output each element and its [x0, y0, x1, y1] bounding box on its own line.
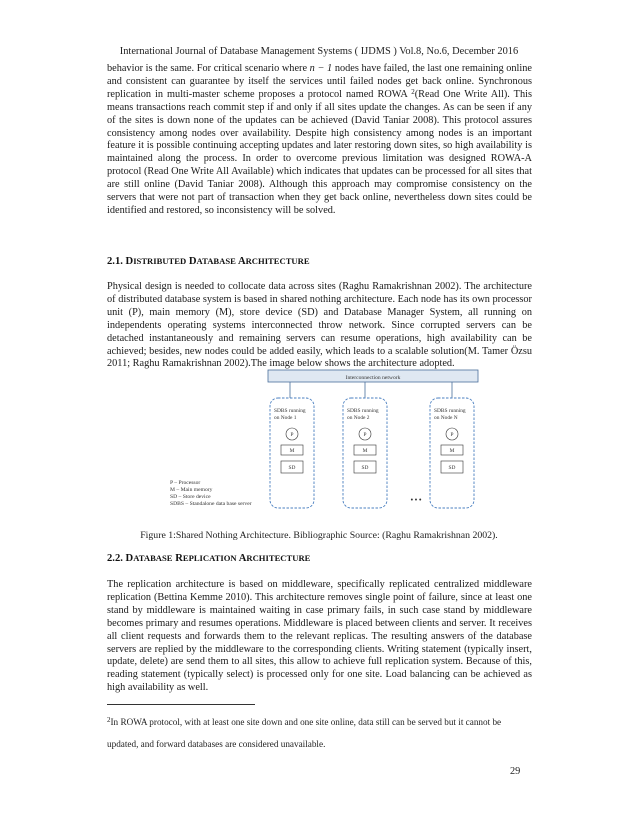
- paragraph-text: Physical design is needed to collocate data across sites (Raghu Ramakrishnan 2002). The architecture of distributed database system is based in shared nothing architecture. Each node has its own processor unit (P), main memory (M), store device (SD) and Database Manager System, all running on independents operating systems interconnected throw network. Since corrupted servers can be detached instantaneously and remaining servers can resume operations, high availability can be achieved; besides, new nodes could be added easily, which leads to a scalable solution(M. Tamer Özsu 2011; Raghu Ramakrishnan 2002).The image below shows the architecture adopted.: [107, 281, 532, 370]
- store-device-label: SD: [361, 465, 369, 471]
- section-heading-2-2: [107, 553, 310, 564]
- node-label: SDBS running: [274, 408, 306, 414]
- heading-rest: RCHITECTURE: [246, 553, 311, 563]
- processor-label: P: [363, 432, 367, 438]
- paragraph-text: The replication architecture is based on middleware, specifically replicated centralized middleware replication (Bettina Kemme 2010). This architecture removes single point of failure, since at least one stand by middleware is maintained waiting in case primary fails, in such case stand by middleware becomes primary and resumes operations. Middleware is placed between clients and server. It receives all client requests and forwards them to the relevant replicas. The resulting answers of the database servers are replied by the middleware to the corresponding clients. Writing statement (typically insert, update, delete) are send them to all sites, this allow to achieve full replication system. Because of this, reading statement (typically select) is processed only for one site. Load balancing can be achieved as high availability as well.: [107, 579, 532, 694]
- figure-legend: [170, 480, 252, 508]
- node-label: SDBS running: [347, 408, 379, 414]
- intro-text-2: nodes have failed, the last one remaining online and consistent can guarantee by itself the services until failed nodes get back online. Synchronous replication in multi-master scheme proposes a protocol named ROWA: [107, 63, 532, 100]
- heading-cap: D: [125, 256, 134, 267]
- node-1: [270, 398, 314, 508]
- heading-cap: A: [238, 553, 247, 564]
- intro-paragraph: [107, 63, 532, 218]
- heading-cap: D: [188, 256, 197, 267]
- legend-item: P – Processor: [170, 480, 201, 486]
- heading-cap: R: [175, 553, 183, 564]
- footnote-divider: [107, 704, 255, 705]
- legend-item: M – Main memory: [170, 487, 213, 493]
- heading-rest: ISTRIBUTED: [133, 256, 187, 266]
- footnote-text: In ROWA protocol, with at least one site down and one site online, data still can be served but it cannot be updated, and forward databases are considered unavailable.: [107, 717, 502, 749]
- node-label: on Node 2: [347, 415, 370, 421]
- section-2-2-paragraph: [107, 579, 532, 695]
- math-expression: n − 1: [309, 63, 333, 74]
- node-n: [430, 398, 474, 508]
- figure-caption: Figure 1:Shared Nothing Architecture. Bibliographic Source: (Raghu Ramakrishnan 2002).: [140, 530, 498, 541]
- node-label: on Node 1: [274, 415, 297, 421]
- heading-cap: D: [125, 553, 134, 564]
- node-2: [343, 398, 387, 508]
- node-label: SDBS running: [434, 408, 466, 414]
- processor-label: P: [450, 432, 454, 438]
- heading-cap: A: [237, 256, 246, 267]
- processor-label: P: [290, 432, 294, 438]
- memory-label: M: [289, 448, 295, 454]
- heading-rest: EPLICATION: [182, 553, 237, 563]
- page-number: 29: [510, 766, 521, 777]
- heading-rest: RCHITECTURE: [245, 256, 310, 266]
- legend-item: SD – Store device: [170, 494, 211, 500]
- node-label: on Node N: [434, 415, 458, 421]
- running-header: International Journal of Database Management Systems ( IJDMS ) Vol.8, No.6, December 2016: [119, 46, 519, 57]
- legend-item: SDBS – Standalone data base server: [170, 501, 252, 507]
- store-device-label: SD: [288, 465, 296, 471]
- heading-rest: ATABASE: [196, 256, 236, 266]
- ellipsis: • • •: [410, 496, 422, 504]
- footnote: [107, 711, 532, 755]
- footnote-marker: 2: [107, 716, 111, 724]
- section-heading-2-1: [107, 256, 310, 267]
- intro-text-1: behavior is the same. For critical scenario where: [107, 63, 310, 74]
- store-device-label: SD: [448, 465, 456, 471]
- memory-label: M: [362, 448, 368, 454]
- intro-text-3: (Read One Write All). This means transactions reach commit step if and only if all sites update the changes. As can be seen if any of the sites is down none of the updates can be achieved (David Taniar 2008). This protocol assures consistency among nodes over availability. Despite high consistency among nodes is an important feature it is possible continuing accepting updates and later restoring down sites, so high availability is maintained along the process. In order to overcome previous limitation was designed ROWA-A protocol (Read One Write All Available) which indicates that updates can be processed for all sites that are still online (David Taniar 2008). Although this approach may compromise consistency on the servers that were not part of transaction when they get back online, nevertheless down sites could be identified and restored, so inconsistency will be solved.: [107, 88, 532, 216]
- section-2-1-paragraph: [107, 281, 532, 371]
- section-number: 2.1.: [107, 256, 123, 267]
- footnote-reference[interactable]: 2: [411, 87, 415, 96]
- heading-rest: ATABASE: [133, 553, 173, 563]
- memory-label: M: [449, 448, 455, 454]
- network-label: Interconnection network: [345, 375, 401, 381]
- section-number: 2.2.: [107, 553, 123, 564]
